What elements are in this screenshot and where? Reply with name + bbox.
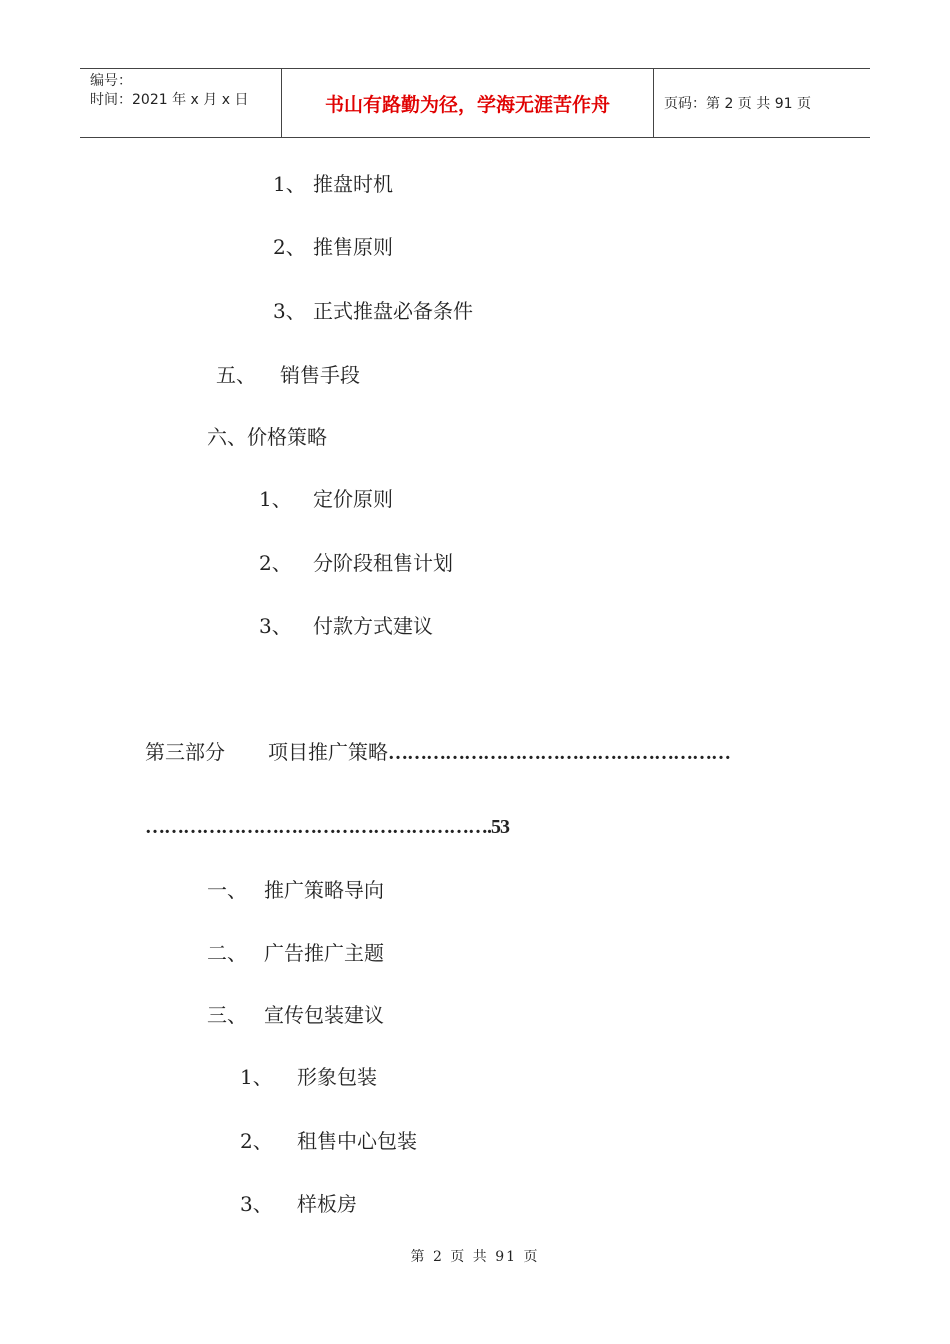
toc-entry-number: 三、 [207, 1003, 247, 1027]
toc-entry-text: 推盘时机 [313, 172, 393, 196]
toc-entry-text: 宣传包装建议 [264, 1003, 384, 1027]
toc-entry [259, 551, 453, 575]
toc-entry-number: 2、 [240, 1129, 273, 1153]
toc-entry-number: 五、 [216, 363, 256, 387]
toc-entry-text: 正式推盘必备条件 [313, 299, 473, 323]
toc-entry-text: 租售中心包装 [297, 1129, 417, 1153]
toc-page-number: ……………………………………………….53 [145, 816, 509, 838]
toc-entry-text: 推广策略导向 [264, 878, 384, 902]
toc-entry-number: 1、 [259, 487, 292, 511]
toc-entry [207, 425, 327, 449]
toc-entry-text: 形象包装 [297, 1065, 377, 1089]
toc-entry-number: 3、 [240, 1192, 273, 1216]
header-page-info: 页码：第 2 页 共 91 页 [664, 96, 811, 112]
toc-entry [216, 363, 360, 387]
toc-entry-text: 广告推广主题 [264, 941, 384, 965]
toc-entry [207, 878, 384, 902]
toc-entry [240, 1065, 377, 1089]
toc-entry-text: 销售手段 [280, 363, 360, 387]
toc-entry [207, 941, 384, 965]
toc-entry-number: 3、 [273, 299, 306, 323]
time-label: 时间：2021 年 x 月 x 日 [90, 92, 249, 108]
toc-entry-number: 3、 [259, 614, 292, 638]
toc-entry [240, 1129, 417, 1153]
toc-leader-dots: ……………………………………………… [388, 742, 730, 764]
toc-entry [273, 172, 393, 196]
toc-entry [259, 614, 433, 638]
toc-entry-number: 2、 [259, 551, 292, 575]
toc-entry [240, 1192, 357, 1216]
toc-part-heading [145, 740, 730, 765]
toc-entry-text: 样板房 [297, 1192, 357, 1216]
toc-entry-number: 第三部分 [145, 740, 225, 764]
toc-entry-text: 价格策略 [247, 425, 327, 449]
toc-entry-text: 项目推广策略 [268, 740, 388, 764]
toc-entry [273, 235, 393, 259]
toc-entry-text: 付款方式建议 [313, 614, 433, 638]
toc-entry-number: 六、 [207, 425, 247, 449]
toc-entry-text: 推售原则 [313, 235, 393, 259]
code-label: 编号： [90, 73, 132, 89]
toc-entry [207, 1003, 384, 1027]
toc-entry-number: 一、 [207, 878, 247, 902]
toc-entry-number: 2、 [273, 235, 306, 259]
page-header [80, 68, 870, 138]
toc-entry-number: 1、 [240, 1065, 273, 1089]
toc-entry [273, 299, 473, 323]
header-meta [80, 69, 282, 137]
header-motto: 书山有路勤为径，学海无涯苦作舟 [282, 69, 654, 137]
page-footer: 第 2 页 共 91 页 [410, 1249, 540, 1265]
toc-entry-number: 1、 [273, 172, 306, 196]
toc-entry [259, 487, 393, 511]
toc-entry-text: 分阶段租售计划 [313, 551, 453, 575]
toc-entry-number: 二、 [207, 941, 247, 965]
toc-entry-text: 定价原则 [313, 487, 393, 511]
